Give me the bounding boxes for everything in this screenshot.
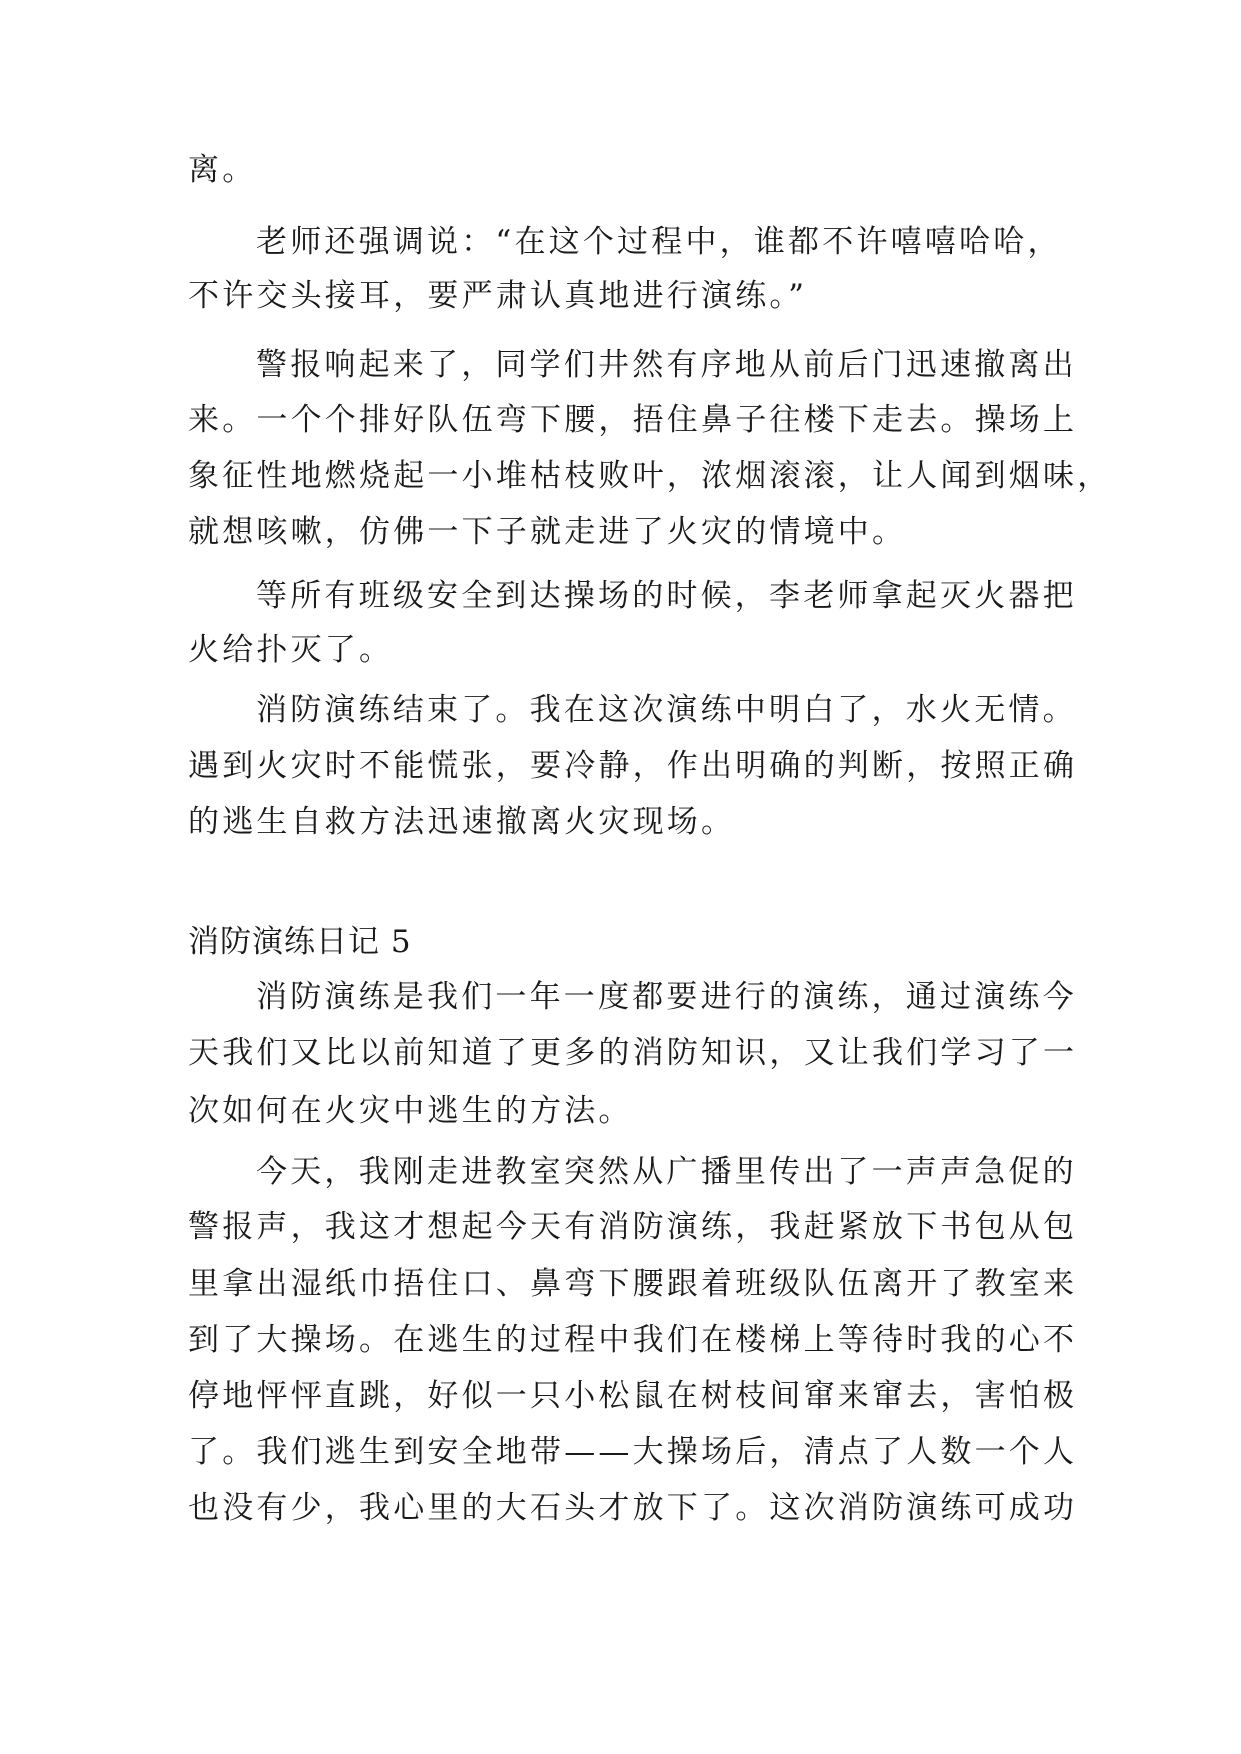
text-line: 了。我们逃生到安全地带——大操场后，清点了人数一个人 [188,1434,1078,1470]
text-line: 消防演练是我们一年一度都要进行的演练，通过演练今 [256,979,1077,1015]
text-line: 停地怦怦直跳，好似一只小松鼠在树枝间窜来窜去，害怕极 [188,1378,1078,1414]
text-line: 火给扑灭了。 [188,632,394,668]
text-line: 等所有班级安全到达操场的时候，李老师拿起灭火器把 [256,578,1077,614]
text-line: 今天，我刚走进教室突然从广播里传出了一声声急促的 [256,1154,1077,1190]
text-line: 老师还强调说：“在这个过程中，谁都不许嘻嘻哈哈， [256,224,1062,260]
text-line: 不许交头接耳，要严肃认真地进行演练。” [188,278,808,314]
text-line: 警报声，我这才想起今天有消防演练，我赶紧放下书包从包 [188,1209,1078,1245]
section-heading: 消防演练日记 5 [188,924,412,960]
text-line: 来。一个个排好队伍弯下腰，捂住鼻子往楼下走去。操场上 [188,402,1078,438]
text-line: 离。 [188,152,257,188]
text-line: 消防演练结束了。我在这次演练中明白了，水火无情。 [256,692,1077,728]
text-line: 就想咳嗽，仿佛一下子就走进了火灾的情境中。 [188,514,907,550]
text-line: 也没有少，我心里的大石头才放下了。这次消防演练可成功 [188,1490,1078,1526]
text-line: 象征性地燃烧起一小堆枯枝败叶，浓烟滚滚，让人闻到烟味， [188,458,1112,494]
text-line: 的逃生自救方法迅速撤离火灾现场。 [188,804,736,840]
text-line: 到了大操场。在逃生的过程中我们在楼梯上等待时我的心不 [188,1322,1078,1358]
text-line: 警报响起来了，同学们井然有序地从前后门迅速撤离出 [256,347,1077,383]
text-line: 里拿出湿纸巾捂住口、鼻弯下腰跟着班级队伍离开了教室来 [188,1266,1078,1302]
text-line: 次如何在火灾中逃生的方法。 [188,1093,633,1129]
text-line: 遇到火灾时不能慌张，要冷静，作出明确的判断，按照正确 [188,748,1078,784]
text-line: 天我们又比以前知道了更多的消防知识，又让我们学习了一 [188,1035,1078,1071]
